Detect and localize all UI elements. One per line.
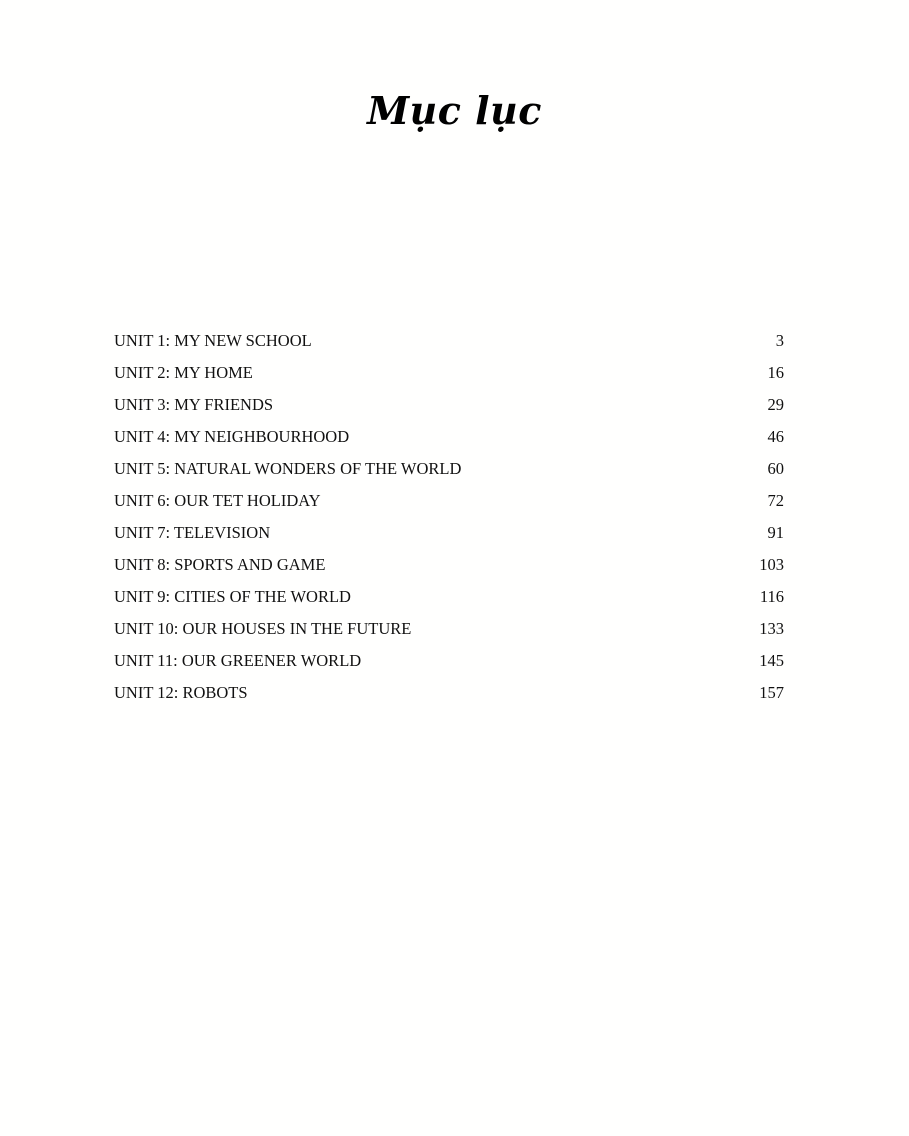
toc-entry-page: 3	[775, 331, 784, 350]
toc-entry[interactable]	[114, 421, 784, 453]
toc-entry[interactable]	[114, 517, 784, 549]
toc-entry-label: UNIT 12: ROBOTS	[114, 683, 248, 702]
toc-entry[interactable]	[114, 389, 784, 421]
toc-entry-label: UNIT 8: SPORTS AND GAME	[114, 555, 326, 574]
toc-entry[interactable]	[114, 677, 784, 709]
toc-entry-page: 16	[767, 363, 784, 382]
toc-entry[interactable]	[114, 581, 784, 613]
toc-entry-label: UNIT 6: OUR TET HOLIDAY	[114, 491, 321, 510]
toc-entry-label: UNIT 10: OUR HOUSES IN THE FUTURE	[114, 619, 412, 638]
toc-entry[interactable]	[114, 325, 784, 357]
toc-entry-label: UNIT 2: MY HOME	[114, 363, 253, 382]
toc-entry-label: UNIT 11: OUR GREENER WORLD	[114, 651, 362, 670]
dot-leader	[318, 330, 771, 347]
dot-leader	[415, 618, 754, 635]
toc-entry-page: 46	[767, 427, 784, 446]
toc-entry-page: 145	[759, 651, 784, 670]
toc-entry-label: UNIT 5: NATURAL WONDERS OF THE WORLD	[114, 459, 462, 478]
toc-entry-label: UNIT 3: MY FRIENDS	[114, 395, 274, 414]
toc-entry-label: UNIT 7: TELEVISION	[114, 523, 271, 542]
toc-entry-page: 60	[767, 459, 784, 478]
toc-entry[interactable]	[114, 485, 784, 517]
dot-leader	[276, 522, 762, 539]
toc-entry-page: 103	[759, 555, 784, 574]
toc-entry-page: 116	[759, 587, 784, 606]
toc-entry-page: 72	[767, 491, 784, 510]
toc-entry[interactable]	[114, 613, 784, 645]
toc-entry-page: 91	[767, 523, 784, 542]
toc-entry[interactable]	[114, 453, 784, 485]
toc-entry-label: UNIT 4: MY NEIGHBOURHOOD	[114, 427, 350, 446]
toc-entry[interactable]	[114, 357, 784, 389]
dot-leader	[252, 682, 755, 699]
dot-leader	[355, 426, 762, 443]
toc-entry-page: 133	[759, 619, 784, 638]
dot-leader	[357, 586, 755, 603]
page-title: Mục lục	[367, 88, 542, 133]
dot-leader	[279, 394, 762, 411]
toc-entry-label: UNIT 9: CITIES OF THE WORLD	[114, 587, 351, 606]
table-of-contents	[114, 325, 784, 709]
toc-entry-label: UNIT 1: MY NEW SCHOOL	[114, 331, 312, 350]
toc-entry[interactable]	[114, 645, 784, 677]
dot-leader	[331, 554, 754, 571]
toc-entry-page: 157	[759, 683, 784, 702]
toc-entry-page: 29	[767, 395, 784, 414]
dot-leader	[467, 458, 762, 475]
dot-leader	[259, 362, 763, 379]
dot-leader	[327, 490, 763, 507]
dot-leader	[367, 650, 754, 667]
toc-entry[interactable]	[114, 549, 784, 581]
